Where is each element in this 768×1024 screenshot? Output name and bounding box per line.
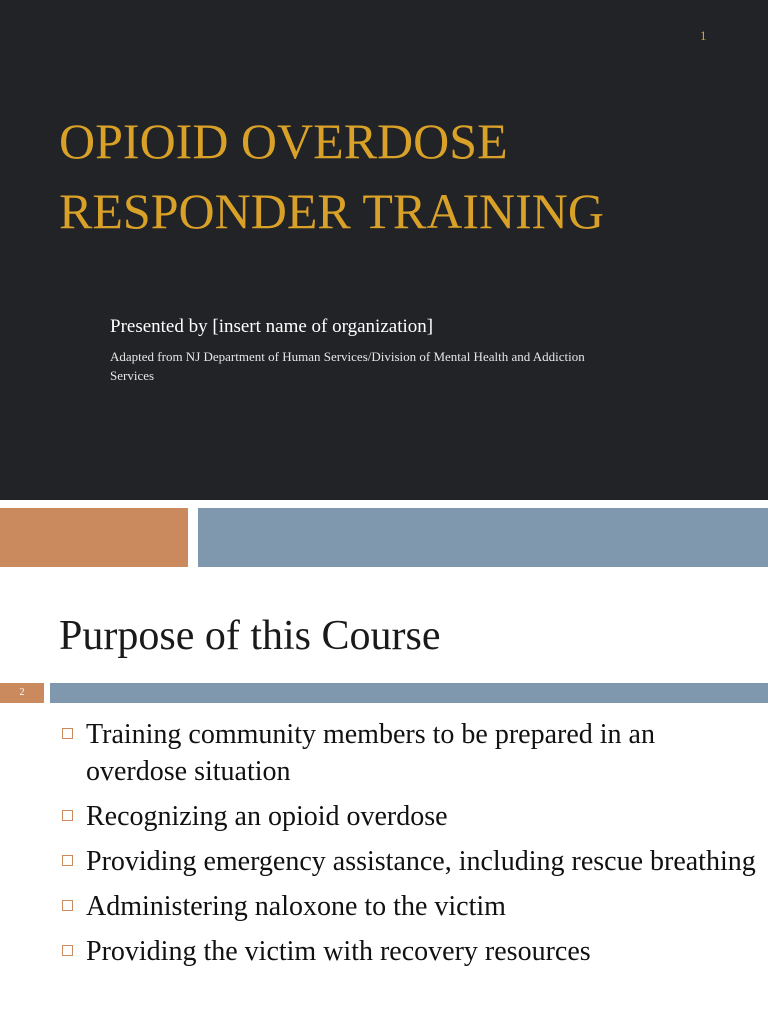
slide-title: [59, 106, 749, 246]
bullet-list: [60, 716, 760, 978]
bullet-item: Training community members to be prepared in an overdose situation: [60, 716, 760, 790]
accent-block-orange: [0, 508, 188, 567]
accent-block-blue: [198, 508, 768, 567]
square-bullet-icon: [62, 855, 73, 866]
square-bullet-icon: [62, 810, 73, 821]
slide-number: 1: [700, 28, 707, 43]
slide-2-number: 2: [0, 683, 44, 703]
bullet-item: Administering naloxone to the victim: [60, 888, 760, 925]
square-bullet-icon: [62, 945, 73, 956]
square-bullet-icon: [62, 728, 73, 739]
adapted-from: Adapted from NJ Department of Human Services/Division of Mental Health and Addiction Services: [110, 349, 585, 383]
slide-2-title: Purpose of this Course: [59, 613, 441, 659]
bullet-item: Providing the victim with recovery resources: [60, 933, 760, 970]
square-bullet-icon: [62, 900, 73, 911]
title-line-1: OPIOID OVERDOSE: [59, 113, 508, 169]
slide-2-divider-bar: [50, 683, 768, 703]
presented-by: Presented by [insert name of organization]: [110, 316, 434, 337]
bullet-item: Providing emergency assistance, including rescue breathing: [60, 843, 760, 880]
bullet-item: Recognizing an opioid overdose: [60, 798, 760, 835]
title-line-2: RESPONDER TRAINING: [59, 183, 604, 239]
slide-1: [0, 0, 768, 500]
